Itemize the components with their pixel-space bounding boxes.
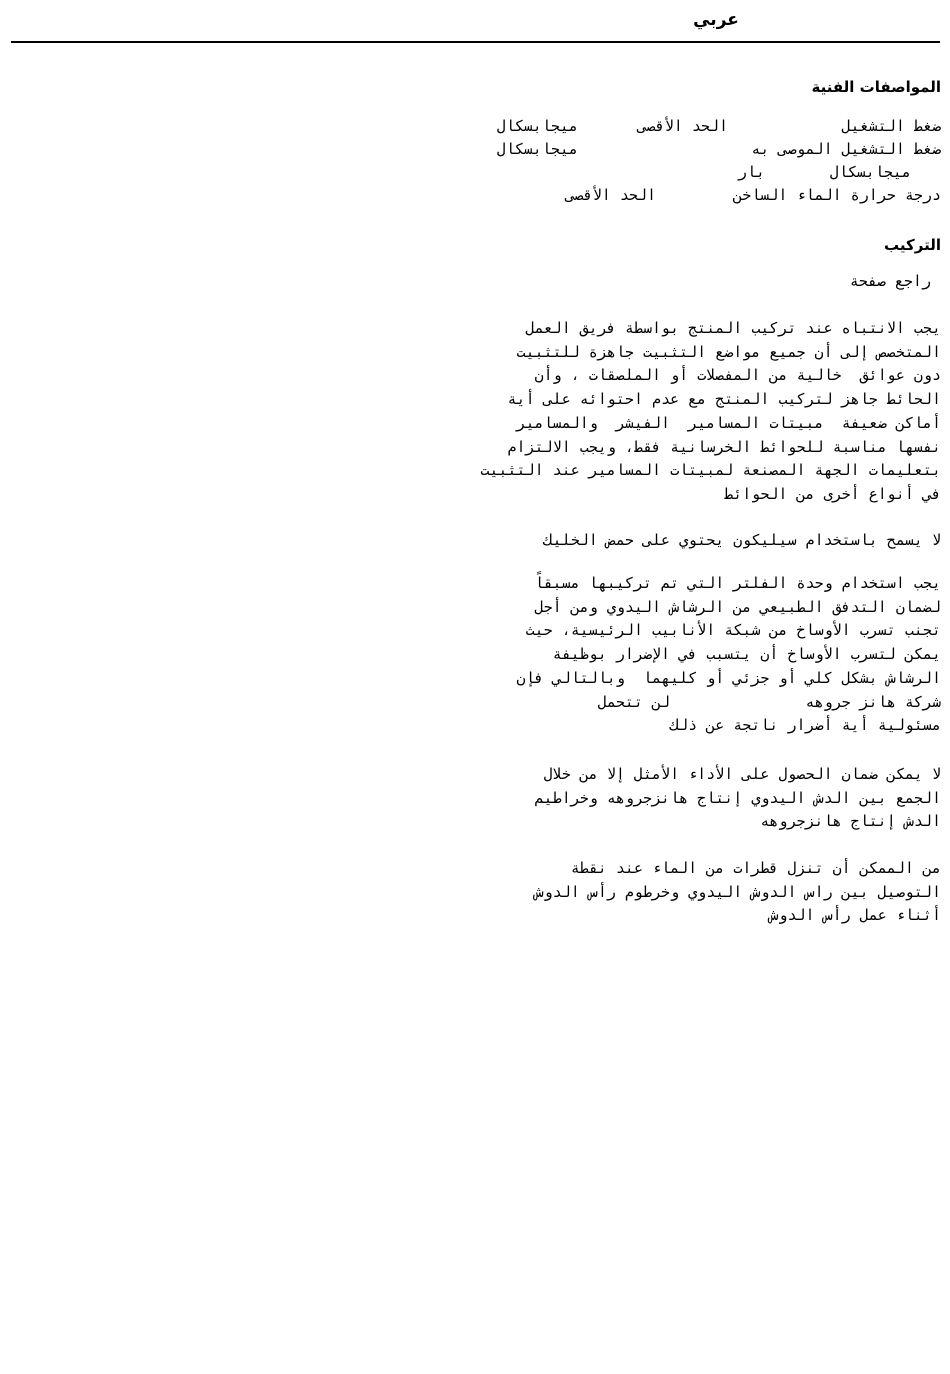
spec-row [490,138,941,161]
installation-paragraph [490,572,941,738]
installation-title: التركيب [884,236,941,254]
installation-paragraph [490,529,941,553]
spec-unit: ميجابسكال [496,117,578,135]
paragraph-text: لا يمكن ضمان الحصول على الأداء الأمثل إلا من خلال الجمع بين الدش اليدوي إنتاج هانزجروهه وخراطيم الدش إنتاج هانزجروهه [534,765,941,831]
specs-table [490,115,941,207]
header-divider [11,41,940,43]
spec-label: درجة حرارة الماء الساخن [733,186,941,204]
spec-unit: ميجابسكال [496,140,578,158]
see-page-line [490,270,941,293]
specs-section [490,77,941,97]
page-language-label: عربي [693,10,739,30]
see-page-text: راجع صفحة [849,272,931,290]
spec-qualifier: الحد الأقصى [565,186,656,204]
spec-label: ضغط التشغيل [841,117,941,135]
spec-label: ميجابسكال [829,163,911,181]
spec-row [490,184,941,207]
spec-row [490,161,941,184]
paragraph-text: يجب الانتباه عند تركيب المنتج بواسطة فريق العمل المتخصص إلى أن جميع مواضع التثبيت جاهزة للتثبيت دون عوائق خالية من المفصلات أو الملصقات ، وأن الحائط جاهز لتركيب المنتج مع عدم احتوائه على أية أماكن ضعيفة مبيتات المسامير الفيشر والمسامير نفسها مناسبة للحوائط الخرسانية فقط، ويجب الالتزام بتعليمات الجهة المصنعة لمبيتات المسامير عند التثبيت في أنواع أخرى من الحوائط [480,319,941,503]
paragraph-text: لا يسمح باستخدام سيليكون يحتوي على حمض الخليك [543,531,941,549]
spec-label: ضغط التشغيل الموصى به [751,140,941,158]
installation-paragraph [490,763,941,834]
paragraph-text: من الممكن أن تنزل قطرات من الماء عند نقطة التوصيل بين راس الدوش اليدوي وخرطوم رأس الدوش أثناء عمل رأس الدوش [534,859,941,925]
installation-paragraph [490,857,941,928]
installation-section [490,235,941,255]
installation-paragraph [480,317,941,507]
paragraph-text: يجب استخدام وحدة الفلتر التي تم تركيبها مسبقاً لضمان التدفق الطبيعي من الرشاش اليدوي ومن أجل تجنب تسرب الأوساخ من شبكة الأنابيب الرئيسية، حيث يمكن لتسرب الأوساخ أن يتسبب في الإضرار بوظيفة الرشاش بشكل كلي أو جزئي أو كليهما وبالتالي فإن شركة هانز جروهه لن تتحمل مسئولية أية أضرار ناتجة عن ذلك [516,574,941,735]
spec-qualifier: الحد الأقصى [637,117,728,135]
spec-row [490,115,941,138]
spec-unit: بار [737,163,765,181]
specs-title: المواصفات الفنية [811,78,941,96]
